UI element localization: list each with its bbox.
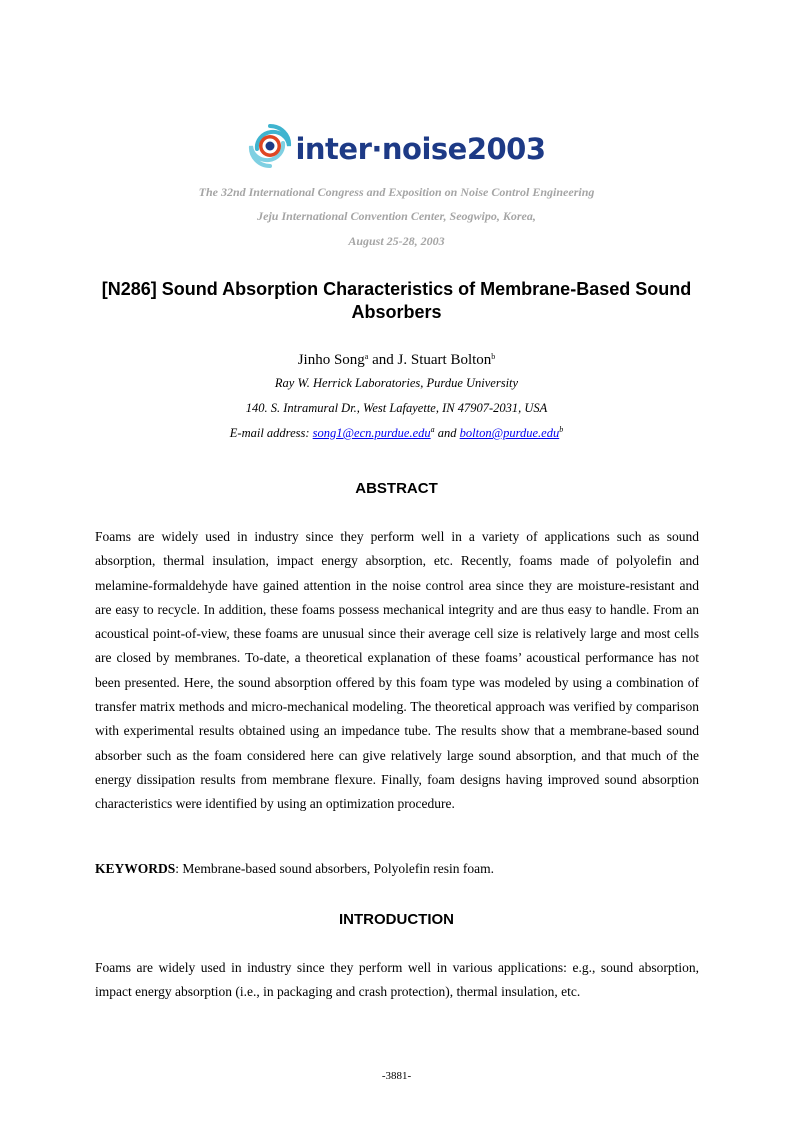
keywords-line [95, 861, 699, 877]
email-link-song[interactable]: song1@ecn.purdue.edu [312, 426, 431, 440]
paper-title: [N286] Sound Absorption Characteristics of Membrane-Based Sound Absorbers [101, 279, 692, 322]
author-joiner: and [368, 352, 398, 368]
email-superscript: a [430, 425, 435, 434]
swirl-logo-icon [247, 123, 293, 169]
abstract-text: Foams are widely used in industry since they perform well in a variety of applications such as sound absorption, thermal insulation, impact energy absorption, etc. Recently, foams made of polyolefin and melamine-formaldehyde have gained attention in the noise control area since they are moisture-resistant and are easy to recycle. In addition, these foams possess mechanical integrity and are thus easy to handle. From an acoustical point-of-view, these foams are unusual since their average cell size is relatively large and most cells are closed by membranes. To-date, a theoretical explanation of these foams’ acoustical performance has not been presented. Here, the sound absorption offered by this foam type was modeled by using a combination of transfer matrix methods and micro-mechanical modeling. The theoretical approach was verified by comparison with experimental results obtained using an impedance tube. The results show that a membrane-based sound absorber such as the foam considered here can give relatively large sound absorption, and that much of the energy dissipation results from membrane flexure. Finally, foam designs having improved sound absorption characteristics were identified by using an optimization procedure. [95, 529, 699, 812]
page-number: -3881- [381, 1070, 412, 1082]
email-label: E-mail address: [229, 426, 313, 440]
email-link-bolton[interactable]: bolton@purdue.edu [459, 426, 560, 440]
conference-logo [0, 120, 793, 172]
author-superscript: a [364, 352, 369, 361]
conference-name: The 32nd International Congress and Exposition on Noise Control Engineering [198, 185, 595, 199]
author-superscript: b [491, 352, 496, 361]
introduction-text: Foams are widely used in industry since they perform well in various applications: e.g., sound absorption, impact energy absorption (i.e., in packaging and crash protection), thermal insulation, etc. [95, 960, 699, 1000]
email-line [0, 425, 793, 441]
affiliation-address: 140. S. Intramural Dr., West Lafayette, IN 47907-2031, USA [245, 401, 548, 415]
conference-venue: Jeju International Convention Center, Seogwipo, Korea, [257, 209, 536, 223]
email-joiner: and [434, 426, 460, 440]
email-superscript: b [559, 425, 564, 434]
logo-text: inter·noise2003 [295, 132, 546, 166]
conference-dates: August 25-28, 2003 [348, 234, 445, 248]
author-name: J. Stuart Bolton [397, 352, 492, 368]
introduction-heading: INTRODUCTION [339, 911, 454, 928]
keywords-text: : Membrane-based sound absorbers, Polyolefin resin foam. [175, 861, 494, 876]
affiliation-lab: Ray W. Herrick Laboratories, Purdue University [274, 376, 519, 390]
abstract-heading: ABSTRACT [355, 480, 438, 497]
author-name: Jinho Song [297, 352, 365, 368]
author-line [0, 352, 793, 369]
keywords-label: KEYWORDS [95, 861, 176, 876]
